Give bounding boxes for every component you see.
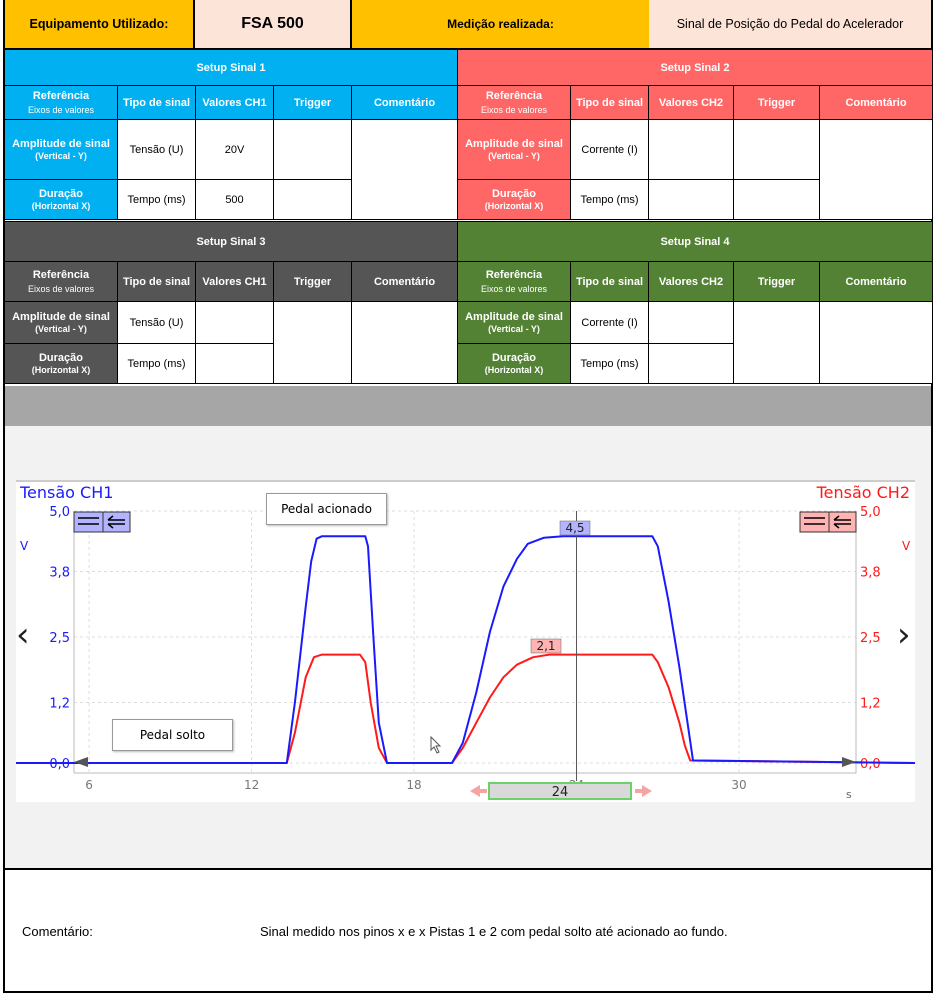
- annotation-pedal-released: [112, 719, 233, 751]
- annotation-pedal-pressed: [266, 493, 387, 525]
- setup1-col-trigger: Trigger: [274, 86, 352, 120]
- y-tick-label-right: 3,8: [860, 565, 881, 581]
- x-tick-label: 18: [406, 778, 422, 792]
- setup3-col-ch1: Valores CH1: [196, 262, 274, 302]
- setup2-col-trigger: Trigger: [734, 86, 820, 120]
- dur-label: Duração: [38, 187, 84, 200]
- col-ref-sub: Eixos de valores: [480, 104, 548, 115]
- amp-label: Amplitude de sinal: [465, 310, 563, 323]
- y-tick-label-left: 5,0: [49, 505, 70, 520]
- ch1-scale-button[interactable]: [74, 512, 103, 532]
- ch2-value-marker: 2,1: [536, 639, 556, 653]
- col-ref-label: Referência: [32, 89, 90, 102]
- amp-sub: (Vertical - Y): [488, 323, 540, 334]
- setup1-col-ch1: Valores CH1: [196, 86, 274, 120]
- col-ref-sub: Eixos de valores: [27, 104, 95, 115]
- y-tick-label-left: 3,8: [49, 565, 70, 581]
- comment-section: [5, 868, 931, 991]
- x-unit: s: [846, 788, 852, 801]
- setup2-col-tipo: Tipo de sinal: [571, 86, 649, 120]
- dur-sub: (Horizontal X): [31, 200, 91, 211]
- ch2-offset-button[interactable]: [829, 512, 856, 532]
- setup1-title: Setup Sinal 1: [5, 50, 458, 86]
- ch2-unit: V: [902, 539, 911, 553]
- ch1-unit: V: [20, 539, 29, 553]
- setup3-dur-type[interactable]: Tempo (ms): [118, 344, 196, 384]
- setup4-amp-type[interactable]: Corrente (I): [571, 302, 649, 344]
- comment-label: Comentário:: [22, 924, 93, 939]
- ch1-offset-button[interactable]: [103, 512, 130, 532]
- setup1-dur-value[interactable]: 500: [196, 180, 274, 220]
- setup4-dur-type[interactable]: Tempo (ms): [571, 344, 649, 384]
- setup3-col-tipo: Tipo de sinal: [118, 262, 196, 302]
- x-tick-label: 6: [85, 778, 93, 792]
- ch1-title: Tensão CH1: [20, 483, 114, 502]
- chart-plot-background: [16, 480, 915, 802]
- setup2-dur-type[interactable]: Tempo (ms): [571, 180, 649, 220]
- setup1-dur-type[interactable]: Tempo (ms): [118, 180, 196, 220]
- setup2-col-ch2: Valores CH2: [649, 86, 734, 120]
- ch2-title: Tensão CH2: [816, 483, 910, 502]
- col-ref-sub: Eixos de valores: [27, 283, 95, 294]
- measurement-value: Sinal de Posição do Pedal do Acelerador: [676, 17, 904, 31]
- setup1-col-comment: Comentário: [352, 86, 458, 120]
- ch1-value-marker: 4,5: [565, 521, 585, 535]
- setup1-amp-type[interactable]: Tensão (U): [118, 120, 196, 180]
- dur-label: Duração: [38, 351, 84, 364]
- amp-label: Amplitude de sinal: [12, 137, 110, 150]
- comment-text[interactable]: Sinal medido nos pinos x e x Pistas 1 e 2 com pedal solto até acionado ao fundo.: [260, 924, 728, 939]
- dur-sub: (Horizontal X): [31, 364, 91, 375]
- dur-label: Duração: [491, 187, 537, 200]
- x-tick-label: 12: [243, 778, 260, 792]
- amp-sub: (Vertical - Y): [35, 323, 87, 334]
- amp-sub: (Vertical - Y): [488, 150, 540, 161]
- dur-sub: (Horizontal X): [484, 364, 544, 375]
- dur-label: Duração: [491, 351, 537, 364]
- setup4-col-comment: Comentário: [820, 262, 933, 302]
- setup2-title: Setup Sinal 2: [458, 50, 933, 86]
- amp-label: Amplitude de sinal: [465, 137, 563, 150]
- annotation-pedal-released-text: Pedal solto: [139, 728, 206, 742]
- amp-sub: (Vertical - Y): [35, 150, 87, 161]
- col-ref-sub: Eixos de valores: [480, 283, 548, 294]
- y-tick-label-right: 2,5: [860, 631, 881, 646]
- y-tick-label-right: 5,0: [860, 505, 881, 520]
- y-tick-label-right: 0,0: [860, 757, 881, 772]
- setup2-amp-type[interactable]: Corrente (I): [571, 120, 649, 180]
- col-ref-label: Referência: [485, 89, 543, 102]
- col-ref-label: Referência: [32, 268, 90, 281]
- setup3-col-trigger: Trigger: [274, 262, 352, 302]
- setup3-col-comment: Comentário: [352, 262, 458, 302]
- ch2-scale-button[interactable]: [800, 512, 829, 532]
- next-arrow-icon[interactable]: ›: [897, 615, 911, 655]
- setup1-col-tipo: Tipo de sinal: [118, 86, 196, 120]
- setup1-amp-value[interactable]: 20V: [196, 120, 274, 180]
- setup4-col-tipo: Tipo de sinal: [571, 262, 649, 302]
- setup3-title: Setup Sinal 3: [5, 222, 458, 262]
- setup4-col-ch2: Valores CH2: [649, 262, 734, 302]
- dur-sub: (Horizontal X): [484, 200, 544, 211]
- y-tick-label-left: 2,5: [49, 631, 70, 646]
- x-tick-label: 30: [731, 778, 747, 792]
- setup2-col-comment: Comentário: [820, 86, 933, 120]
- equipment-value: FSA 500: [241, 15, 304, 32]
- annotation-pedal-pressed-text: Pedal acionado: [281, 502, 372, 516]
- y-tick-label-left: 1,2: [49, 696, 70, 712]
- setup3-amp-type[interactable]: Tensão (U): [118, 302, 196, 344]
- amp-label: Amplitude de sinal: [12, 310, 110, 323]
- setup4-col-trigger: Trigger: [734, 262, 820, 302]
- col-ref-label: Referência: [485, 268, 543, 281]
- measurement-label: Medição realizada:: [447, 17, 554, 31]
- setup4-title: Setup Sinal 4: [458, 222, 933, 262]
- cursor-time-value: 24: [551, 785, 569, 800]
- previous-arrow-icon[interactable]: ‹: [16, 615, 30, 655]
- y-tick-label-right: 1,2: [860, 696, 881, 712]
- equipment-label: Equipamento Utilizado:: [29, 17, 169, 31]
- y-tick-label-left: 0,0: [49, 757, 70, 772]
